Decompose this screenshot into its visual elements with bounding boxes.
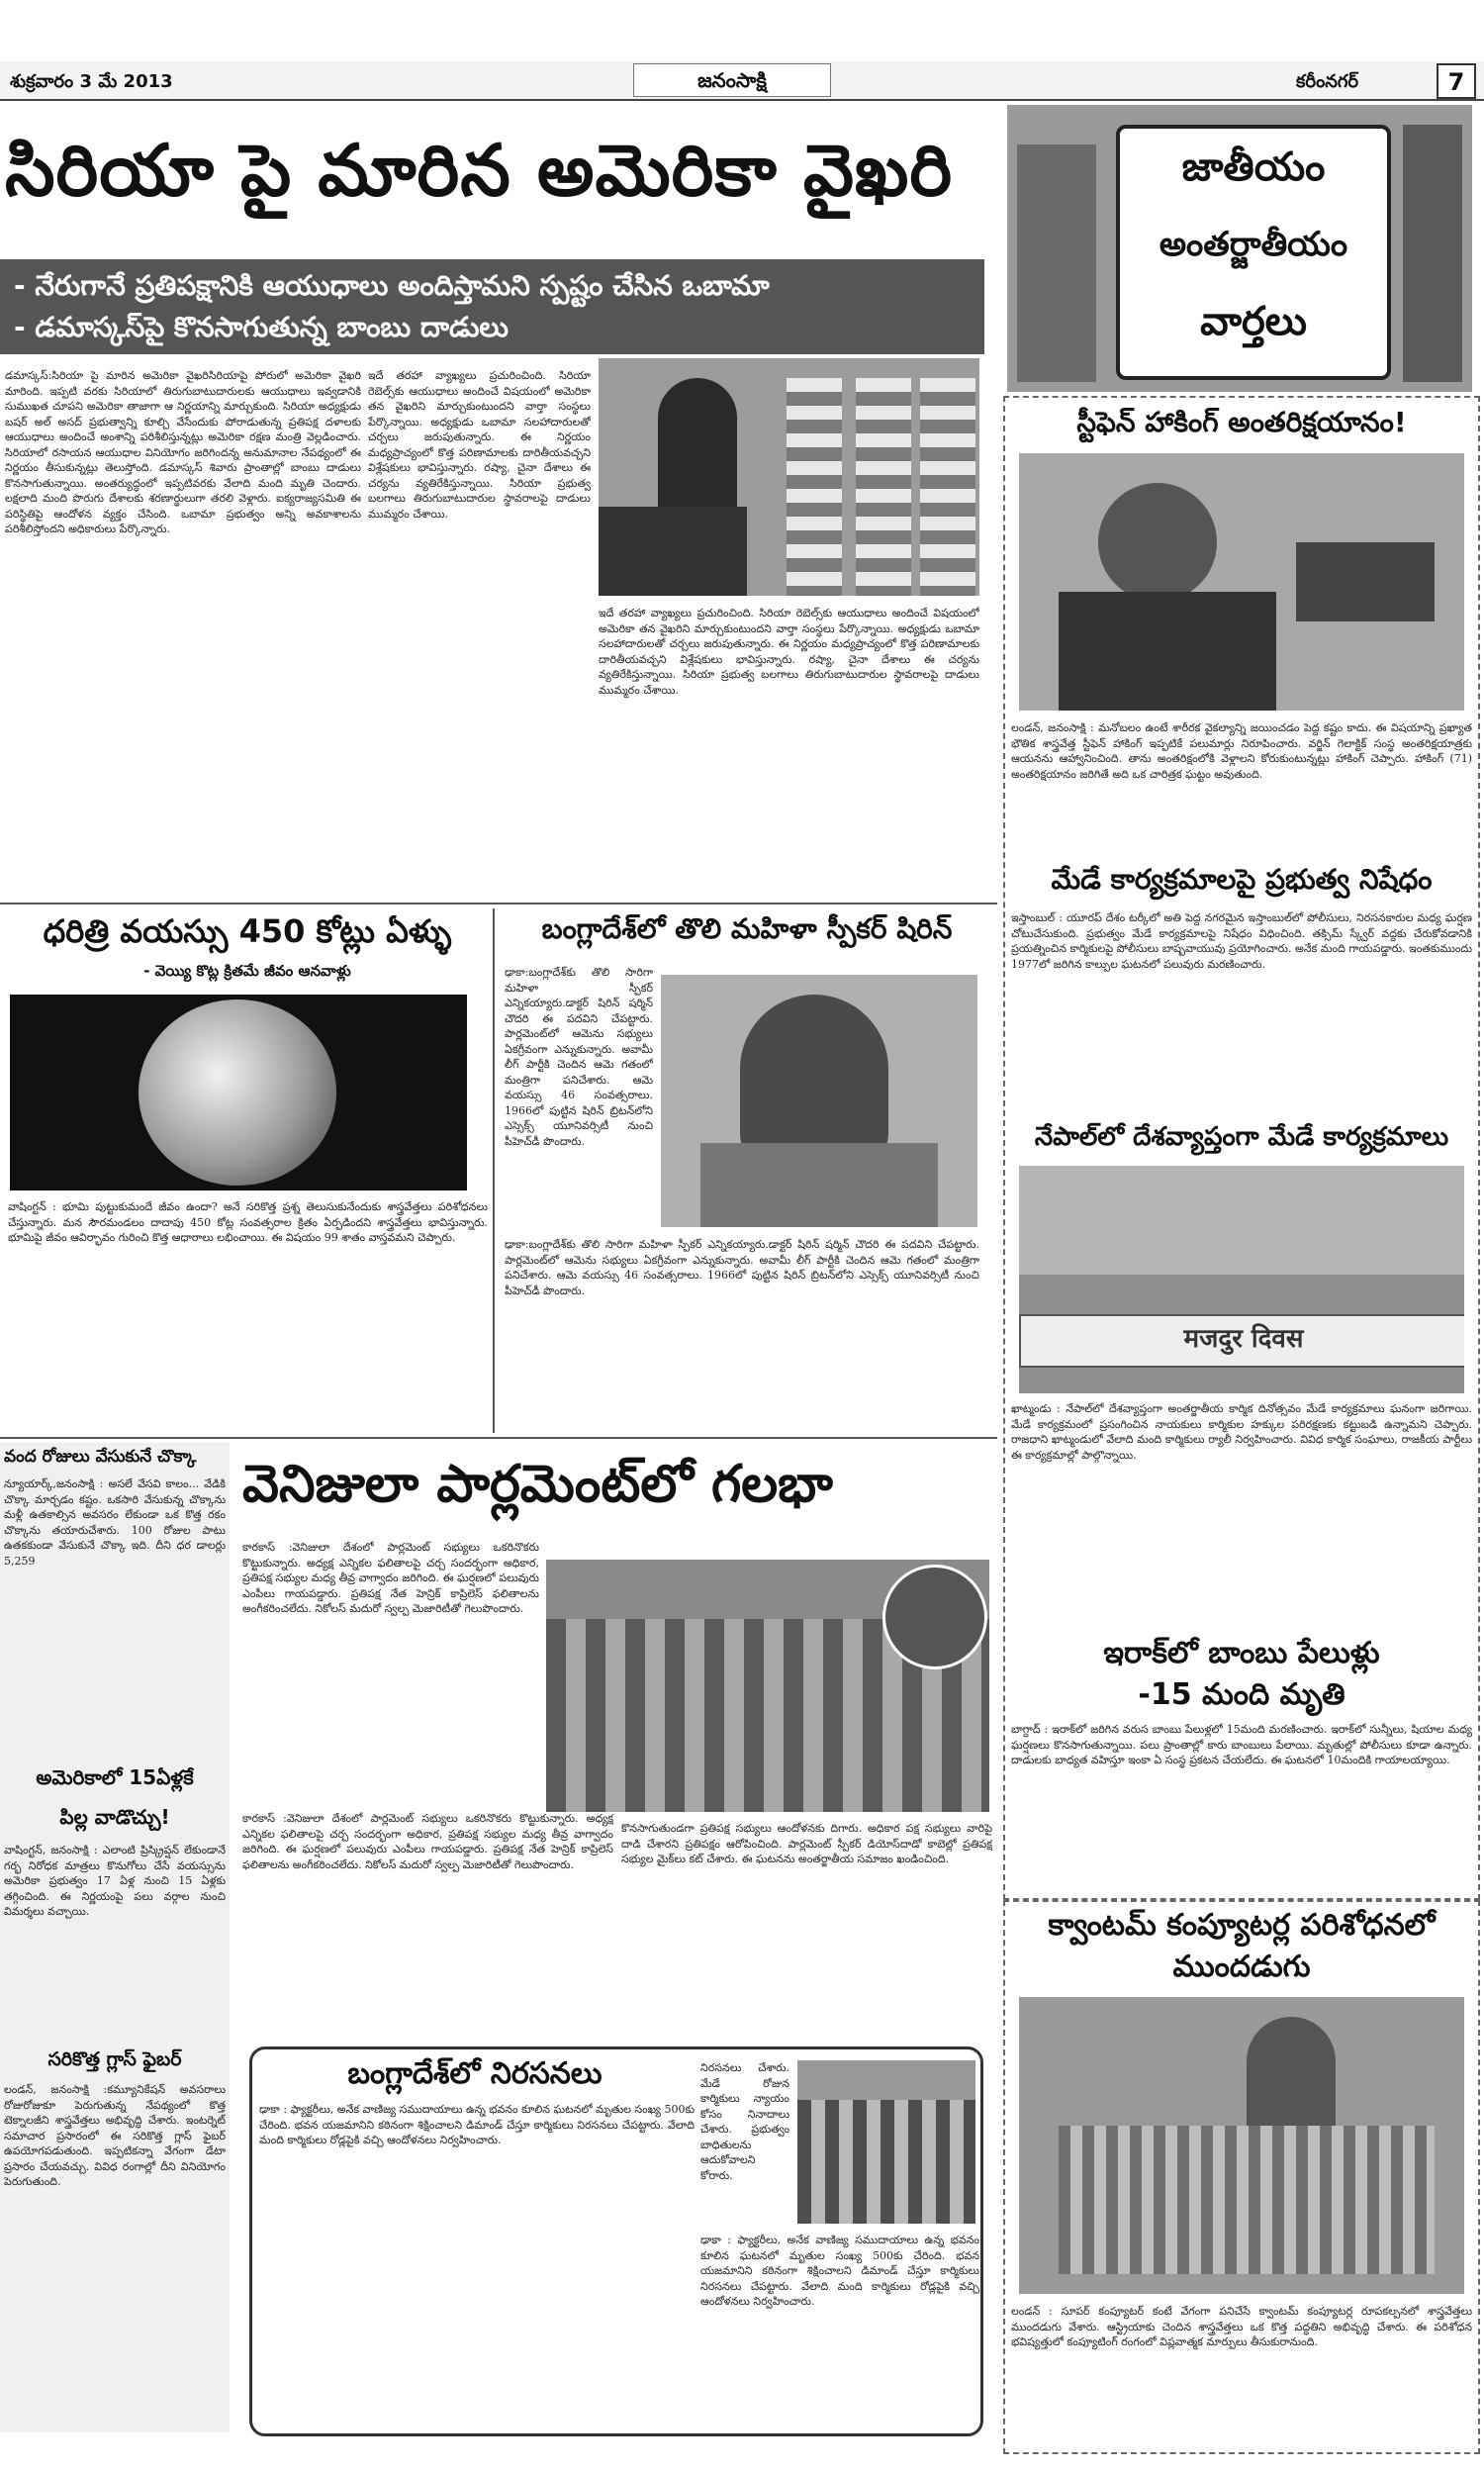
- quantum-headline: [1009, 1905, 1474, 1988]
- inset-face-image: [882, 1565, 987, 1669]
- glass-fiber-body: లండన్‌, జనంసాక్షి :కమ్యూనికేషన్‌ అవసరాలు రోజురోజుకూ పెరుగుతున్న నేపథ్యంలో కొత్త టెక్నాలజీని శాస్త్రవేత్తలు అభివృద్ధి చేశారు. ఇంటర్నెట్‌ సమాచార ప్రసారంలో ఈ సరికొత్త గ్లాస్‌ ఫైబర్‌ ఉపయోగపడుతుంది. ఇప్పటికన్నా వేగంగా డేటా ప్రసారం చేయవచ్చు. వివిధ రంగాల్లో దీని వినియోగం పెరుగుతుంది.: [4, 2083, 226, 2188]
- us-pill-body: వాషింగ్టన్‌, జనంసాక్షి : ఎలాంటి ప్రిస్క్రిప్షన్‌ లేకుండానే గర్భ నిరోధక మాత్రలు కొనుగోలు చేసే వయస్సును అమెరికా ప్రభుత్వం 17 ఏళ్ల నుంచి 15 ఏళ్లకు తగ్గించింది. ఈ నిర్ణయంపై పలు వర్గాల నుంచి విమర్శలు వచ్చాయి.: [4, 1844, 226, 1918]
- venezuela-photo: [546, 1560, 989, 1812]
- divider: [493, 908, 495, 1433]
- obama-photo: [599, 358, 979, 596]
- bd-speaker-headline: బంగ్లాదేశ్‌లో తొలి మహిళా స్పీకర్‌ షిరిన్‌: [541, 912, 953, 945]
- hawking-body: లండన్‌, జనంసాక్షి : మనోబలం ఉంటే శారీరక వైకల్యాన్ని జయించడం పెద్ద కష్టం కాదు. ఈ విషయాన్ని ప్రఖ్యాత భౌతిక శాస్త్రవేత్త స్టీఫెన్‌ హాకింగ్‌ ఇప్పటికే పలుమార్లు నిరూపించారు. వర్జిన్‌ గెలాక్టిక్‌ సంస్థ అంతరిక్షయాత్రకు ఆయనను ఆహ్వానించింది. తాను అంతరిక్షంలోకి వెళ్లాలని కోరుకుంటున్నట్లు హాకింగ్‌ చెప్పారు. హాకింగ్‌ (71) అంతరిక్షయానం జరిగితే అది ఒక చారిత్రక ఘట్టం అవుతుంది.: [1011, 721, 1472, 781]
- earth-headline: ధరిత్రి వయస్సు 450 కోట్లు ఏళ్ళు: [43, 912, 452, 950]
- portrait-shoulders-image: [700, 1143, 938, 1227]
- banner-line-1: జాతీయం: [1181, 144, 1326, 190]
- section-banner: [1007, 105, 1472, 392]
- us-pill-headline-line-1: అమెరికాలో 15ఏళ్లకే: [36, 1765, 194, 1789]
- bd-protest-body: ఢాకా : ఫ్యాక్టరీలు, అనేక వాణిజ్య సముదాయాలు ఉన్న భవనం కూలిన ఘటనలో మృతుల సంఖ్య 500కు చేరింది. భవన యజమానిని కఠినంగా శిక్షించాలని డిమాండ్‌ చేస్తూ కార్మికులు నిరసనలు చేపట్టారు. వేలాది మంది కార్మికులు రోడ్లపైకి వచ్చి ఆందోళనలు నిర్వహించారు.: [259, 2103, 695, 2146]
- podium-image: [599, 507, 747, 596]
- us-pill-headline-line-2: పిల్ల వాడొచ్చు!: [59, 1805, 170, 1829]
- edition-city: కరీంనగర్: [1296, 71, 1358, 92]
- earth-globe-image: [139, 999, 336, 1186]
- wheelchair-image: [1059, 592, 1276, 711]
- shirin-photo: [661, 975, 977, 1227]
- quantum-body: లండన్‌ : సూపర్‌ కంప్యూటర్‌ కంటే వేగంగా పనిచేసే క్వాంటమ్‌ కంప్యూటర్ల రూపకల్పనలో శాస్త్రవేత్తలు ముందడుగు వేశారు. ఆస్ట్రియాకు చెందిన శాస్త్రవేత్తలు ఒక కొత్త పద్ధతిని అభివృద్ధి చేశారు. ఈ పరిశోధన భవిష్యత్తులో కంప్యూటింగ్‌ రంగంలో విప్లవాత్మక మార్పులు తీసుకురానుంది.: [1011, 2305, 1472, 2348]
- main-subhead-box: [0, 259, 984, 354]
- bd-protest-photo: [797, 2060, 975, 2224]
- section-banner-title: [1116, 125, 1391, 380]
- iraq-headline-line-1: ఇరాక్‌లో బాంబు పేలుళ్లు: [1103, 1636, 1380, 1670]
- bd-speaker-body-col: ఢాకా:బంగ్లాదేశ్‌కు తొలి సారిగా మహిళా స్పీకర్‌ ఎన్నికయ్యారు.డాక్టర్‌ షిరిన్‌ షర్మిన్‌ చౌదరి ఈ పదవిని చేపట్టారు. పార్లమెంట్‌లో ఆమెను సభ్యులు ఏకగ్రీవంగా ఎన్నుకున్నారు. అవామీ లీగ్‌ పార్టీకి చెందిన ఆమె గతంలో మంత్రిగా పనిచేశారు. ఆమె వయస్సు 46 సంవత్సరాలు. 1966లో పుట్టిన షిరిన్‌ బ్రిటన్‌లోని ఎస్సెక్స్‌ యూనివర్సిటీ నుంచి పీహెచ్‌డీ పొందారు.: [505, 966, 653, 1148]
- earth-photo: [10, 995, 467, 1190]
- venezuela-body-right: కొనసాగుతుండగా ప్రతిపక్ష సభ్యులు ఆందోళనకు దిగారు. అధికార పక్ష సభ్యులు వారిపై దాడి చేశారని ప్రతిపక్షం ఆరోపించింది. పార్లమెంట్‌ స్పీకర్‌ డియోస్‌దాడో కాబెల్లో ప్రతిపక్ష సభ్యుల మైక్‌లు కట్‌ చేశారు. ఈ ఘటనను అంతర్జాతీయ సమాజం ఖండించింది.: [621, 1822, 992, 1865]
- hawking-headline: స్టీఫెన్‌ హాకింగ్‌ అంతరిక్షయానం!: [1076, 406, 1407, 438]
- person-head-image: [1098, 483, 1217, 602]
- earth-body: వాషింగ్టన్‌ : భూమి పుట్టుకుమందే జీవం ఉందా? అనే సరికొత్త ప్రశ్న తెలుసుకునేందుకు శాస్త్రవేత్తలు పరిశోధనలు చేస్తున్నారు. మన సౌరమండలం దాదాపు 450 కోట్ల సంవత్సరాల క్రితం ఏర్పడిందని శాస్త్రవేత్తలు భావిస్తున్నారు. భూమిపై జీవం ఆవిర్భావం గురించి కొత్త ఆధారాలు లభించాయి. ఈ విషయం 99 శాతం వాస్తవమని చెప్పారు.: [8, 1200, 488, 1244]
- venezuela-headline: వెనిజులా పార్లమెంట్‌లో గలభా: [242, 1455, 833, 1514]
- banner-line-3: వార్తలు: [1200, 299, 1307, 344]
- lab-equipment-image: [1059, 2126, 1435, 2274]
- quantum-headline-line-2: ముందడుగు: [1172, 1950, 1311, 1984]
- bd-speaker-body: ఢాకా:బంగ్లాదేశ్‌కు తొలి సారిగా మహిళా స్పీకర్‌ ఎన్నికయ్యారు.డాక్టర్‌ షిరిన్‌ షర్మిన్‌ చౌదరి ఈ పదవిని చేపట్టారు. పార్లమెంట్‌లో ఆమెను సభ్యులు ఏకగ్రీవంగా ఎన్నుకున్నారు. అవామీ లీగ్‌ పార్టీకి చెందిన ఆమె గతంలో మంత్రిగా పనిచేశారు. ఆమె వయస్సు 46 సంవత్సరాలు. 1966లో పుట్టిన షిరిన్‌ బ్రిటన్‌లోని ఎస్సెక్స్‌ యూనివర్సిటీ నుంచి పీహెచ్‌డీ పొందారు.: [505, 1238, 979, 1297]
- iraq-body: బాగ్దాద్‌ : ఇరాక్‌లో జరిగిన వరుస బాంబు పేలుళ్లలో 15మంది మరణించారు. ఇరాక్‌లో సున్నీలు, షియాల మధ్య ఘర్షణలు కొనసాగుతున్నాయి. పలు ప్రాంతాల్లో కారు బాంబులు పేలాయి. మృతుల్లో పోలీసులు కూడా ఉన్నారు. దాడులకు బాధ్యత వహిస్తూ ఇంకా ఏ సంస్థ ప్రకటన చేయలేదు. ఈ ఘటనలో 10మందికి గాయాలయ్యాయి.: [1011, 1723, 1472, 1766]
- us-pill-headline: [4, 1758, 226, 1837]
- nepal-headline: నేపాల్‌లో దేశవ్యాప్తంగా మేడే కార్యక్రమాలు: [1034, 1122, 1449, 1152]
- hawking-photo: [1019, 453, 1464, 711]
- earth-subhead: - వెయ్యి కొట్ల క్రితమే జీవం ఆనవాళ్లు: [143, 962, 351, 980]
- liberty-statue-image: [1403, 125, 1462, 382]
- computer-screen-image: [1296, 542, 1435, 621]
- bd-protest-body-2: ఢాకా : ఫ్యాక్టరీలు, అనేక వాణిజ్య సముదాయాలు ఉన్న భవనం కూలిన ఘటనలో మృతుల సంఖ్య 500కు చేరింది. భవన యజమానిని కఠినంగా శిక్షించాలని డిమాండ్‌ చేస్తూ కార్మికులు నిరసనలు చేపట్టారు. వేలాది మంది కార్మికులు రోడ్లపైకి వచ్చి ఆందోళనలు నిర్వహించారు.: [700, 2234, 979, 2308]
- quantum-headline-line-1: క్వాంటమ్‌ కంప్యూటర్ల పరిశోధనలో: [1048, 1908, 1436, 1943]
- newspaper-logo: జనంసాక్షి: [633, 63, 831, 97]
- glass-fiber-headline: సరికొత్త గ్లాస్‌ ఫైబర్‌: [47, 2048, 182, 2070]
- main-subhead-2: - డమాస్కస్‌పై కొనసాగుతున్న బాంబు దాడులు: [14, 311, 509, 343]
- mayday-ban-headline: మేడే కార్యక్రమాలపై ప్రభుత్వ నిషేధం: [1051, 863, 1433, 896]
- flag-image: [787, 378, 842, 596]
- nepal-body: ఖాట్మండు : నేపాల్‌లో దేశవ్యాప్తంగా అంతర్జాతీయ కార్మిక దినోత్సవం మేడే కార్యక్రమాలు ఘనంగా జరిగాయి. మేడే కార్యక్రమంలో ప్రసంగించిన నాయకులు కార్మికుల హక్కుల పరిరక్షణకు కట్టుబడి ఉన్నామని చెప్పారు. రాజధాని ఖాట్మండులో వేలాది మంది కార్మికులు ర్యాలీ నిర్వహించారు. వివిధ కార్మిక సంఘాలు, రాజకీయ పార్టీలు ఈ కార్యక్రమాల్లో పాల్గొన్నాయి.: [1011, 1402, 1472, 1462]
- quantum-lab-photo: [1019, 1997, 1464, 2294]
- iraq-headline: [1009, 1633, 1474, 1716]
- divider: [0, 1437, 997, 1439]
- flag-image: [856, 378, 911, 596]
- bd-protest-headline: బంగ్లాదేశ్‌లో నిరసనలు: [347, 2056, 603, 2091]
- india-gate-image: [1017, 144, 1096, 382]
- main-story-body-mid: ఇదే తరహా వ్యాఖ్యలు ప్రచురించింది. సిరియా రెబెల్స్‌కు ఆయుధాలు అందించే విషయంలో అమెరికా తన వైఖరిని మార్చుకుంటుందని వార్తా సంస్థలు పేర్కొన్నాయి. అధ్యక్షుడు ఒబామా సలహాదారులతో చర్చలు జరుపుతున్నారు. ఈ నిర్ణయం మధ్యప్రాచ్యంలో కొత్త పరిణామాలకు దారితీయవచ్చని విశ్లేషకులు భావిస్తున్నారు. రష్యా, చైనా దేశాలు ఈ చర్యను వ్యతిరేకిస్తున్నాయి. సిరియా ప్రభుత్వ బలగాలు తిరుగుబాటుదారుల స్థావరాలపై దాడులు ముమ్మరం చేశాయి.: [368, 369, 591, 521]
- mayday-ban-body: ఇస్తాంబుల్‌ : యూరప్‌ దేశం టర్కీలో అతి పెద్ద నగరమైన ఇస్తాంబుల్‌లో పోలీసులు, నిరసనకారుల మధ్య ఘర్షణ చోటుచేసుకుంది. ప్రభుత్వం మేడే కార్యక్రమాలపై నిషేధం విధించింది. తక్సిమ్‌ స్క్వేర్‌ వద్దకు చేరుకోవడానికి ప్రయత్నించిన కార్మికులపై పోలీసులు బాష్పవాయువు ప్రయోగించారు. అనేక మంది గాయపడ్డారు. ఇంతకుముందు 1977లో జరిగిన కాల్పుల ఘటనలో పలువురు మరణించారు.: [1011, 911, 1472, 971]
- page-number: 7: [1437, 63, 1476, 99]
- iraq-headline-line-2: -15 మంది మృతి: [1138, 1677, 1345, 1712]
- bd-protest-side-body: నిరసనలు చేశారు. మేడే రోజున కార్మికులు న్యాయం కోసం నినాదాలు చేశారు. ప్రభుత్వం బాధితులను ఆదుకోవాలని కోరారు.: [700, 2061, 789, 2182]
- main-story-body-left: డమాస్కస్‌:సిరియా పై మారిన అమెరికా వైఖరిసిరియాపై పోరులో అమెరికా వైఖరి మారింది. ఇప్పటి వరకు సిరియాలో తిరుగుబాటుదారులకు ఆయుధాలు ఇవ్వడానికి సుముఖత చూపని అమెరికా తాజాగా ఆ నిర్ణయాన్ని మార్చుకుంది. సిరియా అధ్యక్షుడు బషర్‌ అల్‌ అసద్‌ ప్రభుత్వాన్ని కూల్చి వేసేందుకు పోరాడుతున్న ప్రతిపక్ష దళాలకు ఆయుధాలు అందించే అంశాన్ని పరిశీలిస్తున్నట్లు అమెరికా రక్షణ మంత్రి వెల్లడించారు. సిరియాలో రసాయన ఆయుధాల వినియోగం జరిగిందన్న అనుమానాల నేపథ్యంలో ఈ నిర్ణయం తీసుకున్నట్లు తెలుస్తోంది. డమాస్కస్‌ శివారు ప్రాంతాల్లో బాంబు దాడులు కొనసాగుతున్నాయి. అంతర్యుద్ధంలో ఇప్పటివరకు వేలాది మంది మృతి చెందారు. లక్షలాది మంది పొరుగు దేశాలకు శరణార్థులుగా తరలి వెళ్లారు. ఐక్యరాజ్యసమితి ఈ పరిస్థితిపై ఆందోళన వ్యక్తం చేసింది. ఒబామా ప్రభుత్వం అన్ని అవకాశాలను పరిశీలిస్తోందని అధికారులు పేర్కొన్నారు.: [5, 369, 361, 535]
- crowd-image: [1019, 1166, 1464, 1275]
- flag-image: [920, 378, 975, 596]
- divider: [0, 903, 997, 904]
- main-story-body-right: ఇదే తరహా వ్యాఖ్యలు ప్రచురించింది. సిరియా రెబెల్స్‌కు ఆయుధాలు అందించే విషయంలో అమెరికా తన వైఖరిని మార్చుకుంటుందని వార్తా సంస్థలు పేర్కొన్నాయి. అధ్యక్షుడు ఒబామా సలహాదారులతో చర్చలు జరుపుతున్నారు. ఈ నిర్ణయం మధ్యప్రాచ్యంలో కొత్త పరిణామాలకు దారితీయవచ్చని విశ్లేషకులు భావిస్తున్నారు. రష్యా, చైనా దేశాలు ఈ చర్యను వ్యతిరేకిస్తున్నాయి. సిరియా ప్రభుత్వ బలగాలు తిరుగుబాటుదారుల స్థావరాలపై దాడులు ముమ్మరం చేశాయి.: [599, 607, 979, 697]
- main-headline: సిరియా పై మారిన అమెరికా వైఖరి: [5, 129, 954, 212]
- banner-line-2: అంతర్జాతీయం: [1159, 225, 1348, 264]
- main-subhead-1: - నేరుగానే ప్రతిపక్షానికి ఆయుధాలు అందిస్తామని స్పష్టం చేసిన ఒబామా: [14, 269, 770, 302]
- protest-crowd-image: [797, 2100, 975, 2224]
- rally-banner: मजदुर दिवस: [1019, 1314, 1464, 1368]
- venezuela-body: కారకాస్‌ :వెనిజులా దేశంలో పార్లమెంట్‌ సభ్యులు ఒకరినొకరు కొట్టుకున్నారు. అధ్యక్ష ఎన్నికల ఫలితాలపై చర్చ సందర్భంగా అధికార, ప్రతిపక్ష సభ్యుల మధ్య తీవ్ర వాగ్వాదం జరిగింది. ఈ ఘర్షణలో పలువురు ఎంపీలు గాయపడ్డారు. ప్రతిపక్ష నేత హెన్రిక్‌ కాప్రిలెస్‌ ఫలితాలను అంగీకరించలేదు. నికోలస్‌ మదురో స్వల్ప మెజారిటీతో గెలుపొందారు.: [242, 1541, 539, 1615]
- shirt-headline: వంద రోజులు వేసుకునే చొక్కా: [4, 1447, 197, 1467]
- nepal-rally-photo: [1019, 1166, 1464, 1393]
- venezuela-body-left: కారకాస్‌ :వెనిజులా దేశంలో పార్లమెంట్‌ సభ్యులు ఒకరినొకరు కొట్టుకున్నారు. అధ్యక్ష ఎన్నికల ఫలితాలపై చర్చ సందర్భంగా అధికార, ప్రతిపక్ష సభ్యుల మధ్య తీవ్ర వాగ్వాదం జరిగింది. ఈ ఘర్షణలో పలువురు ఎంపీలు గాయపడ్డారు. ప్రతిపక్ష నేత హెన్రిక్‌ కాప్రిలెస్‌ ఫలితాలను అంగీకరించలేదు. నికోలస్‌ మదురో స్వల్ప మెజారిటీతో గెలుపొందారు.: [242, 1812, 613, 1871]
- issue-date: శుక్రవారం 3 మే 2013: [10, 71, 173, 92]
- shirt-body: న్యూయార్క్‌,జనంసాక్షి : అసలే వేసవి కాలం... వేడికి చొక్కా మార్చడం కష్టం. ఒకసారి వేసుకున్న చొక్కాను మళ్లీ ఉతకాల్సిన అవసరం లేకుండా ఒక కొత్త రకం చొక్కాను తయారుచేశారు. 100 రోజుల పాటు ఉతకకుండా వేసుకునే చొక్కా ఇది. దీని ధర డాలర్లు 5,259: [4, 1477, 226, 1568]
